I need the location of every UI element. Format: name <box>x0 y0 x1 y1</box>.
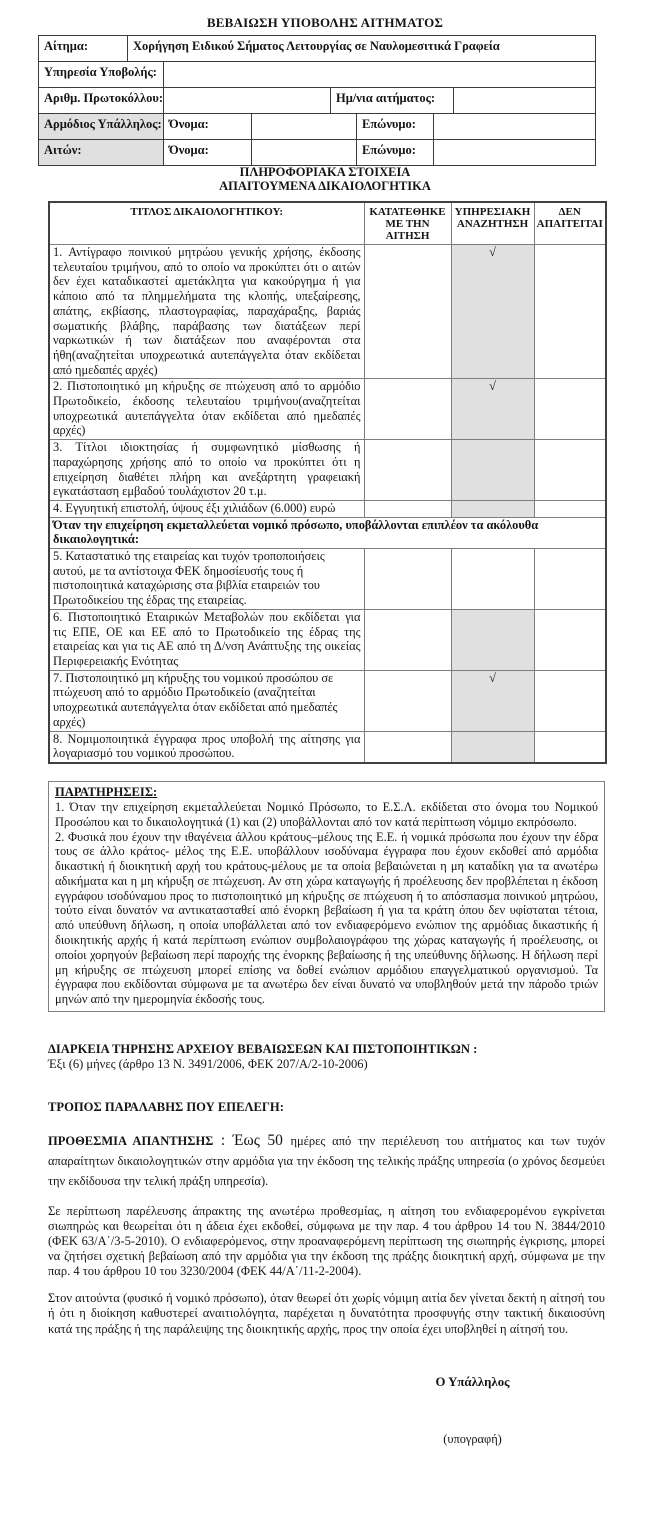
not-required-cell <box>534 245 606 379</box>
notes-heading: ΠΑΡΑΤΗΡΗΣΕΙΣ: <box>55 784 158 799</box>
service-search-cell <box>451 549 534 610</box>
deadline-label: ΠΡΟΘΕΣΜΙΑ ΑΠΑΝΤΗΣΗΣ <box>48 1134 214 1149</box>
request-row <box>39 36 595 61</box>
officer-last-name-label: Επώνυμο: <box>356 114 433 139</box>
header-service-search: ΥΠΗΡΕΣΙΑΚΗ ΑΝΑΖΗΤΗΣΗ <box>451 202 534 245</box>
requirement-title: 8. Νομιμοποιητικά έγγραφα προς υποβολή της αίτησης για λογαριασμό του νομικού προσώπου. <box>49 731 364 763</box>
submitted-cell <box>364 245 451 379</box>
deadline-emphasis: : Έως 50 <box>213 1132 291 1150</box>
subtitle-line-2: ΑΠΑΙΤΟΥΜΕΝΑ ΔΙΚΑΙΟΛΟΓΗΤΙΚΑ <box>219 178 431 193</box>
request-value: Χορήγηση Ειδικού Σήματος Λειτουργίας σε Ναυλομεσιτικά Γραφεία <box>127 36 595 61</box>
note-1: 1. Όταν την επιχείρηση εκμεταλλεύεται Νομικό Πρόσωπο, το Ε.Σ.Λ. εκδίδεται στο όνομα του Νομικού Προσώπου και το δικαιολογητικά (1) και (2) υποβάλλονται από τον κατά περίπτωση νόμιμο εκπρόσωπο. <box>55 799 598 829</box>
service-search-cell <box>451 500 534 517</box>
section-label: Όταν την επιχείρηση εκμεταλλεύεται νομικό πρόσωπο, υποβάλλονται επιπλέον τα ακόλουθα δικαιολογητικά: <box>49 517 606 548</box>
section-subtitle <box>0 166 650 193</box>
service-search-cell-checkmark: √ <box>451 379 534 440</box>
requirement-row <box>49 549 606 610</box>
requirement-title: 5. Καταστατικό της εταιρείας και τυχόν τροποποιήσεις αυτού, με τα αντίστοιχα ΦΕΚ δημοσίευσής τους ή πιστοποιητικά καταχώρισης στα βιβλία εταιρειών του Πρωτοδικείου της έδρας της εταιρείας. <box>49 549 364 610</box>
submission-service-row <box>39 61 595 87</box>
officer-label: Αρμόδιος Υπάλληλος: <box>39 114 163 139</box>
deadline-paragraph-2: Σε περίπτωση παρέλευσης άπρακτης της ανωτέρω προθεσμίας, η αίτηση του ενδιαφερομένου εγκρίνεται σιωπηρώς και θεωρείται ότι η άδεια έχει εκδοθεί, σύμφωνα με την παρ. 4 του άρθρου 14 του Ν. 3844/2010 (ΦΕΚ 63/Α΄/3-5-2010). Ο ενδιαφερόμενος, στην προαναφερόμενη περίπτωση της σιωπηρής έγκρισης, μπορεί να ζητήσει σχετική βεβαίωση από την αρμόδια για την έκδοση της πράξης διοικητική αρχή, σύμφωνα με την παρ. 4 του άρθρου 10 του 3230/2004 (ΦΕΚ 44/Α΄/11-2-2004). <box>48 1203 605 1278</box>
submitted-cell <box>364 609 451 670</box>
page-title: ΒΕΒΑΙΩΣΗ ΥΠΟΒΟΛΗΣ ΑΙΤΗΜΑΤΟΣ <box>206 15 444 30</box>
service-search-cell-checkmark: √ <box>451 245 534 379</box>
submitted-cell <box>364 549 451 610</box>
deadline-text: ημέρες από την περιέλευση του αιτήματος και των τυχόν απαραίτητων δικαιολογητικών στην αρμόδια για την έκδοση της τελικής πράξης υπηρεσία (ο χρόνος δεσμεύει την εκδίδουσα την τελική πράξη υπηρεσία). <box>48 1134 606 1189</box>
notes-box <box>48 781 605 1012</box>
requirement-title: 7. Πιστοποιητικό μη κήρυξης του νομικού προσώπου σε πτώχευση από το αρμόδιο Πρωτοδικείο (αναζητείται υποχρεωτικά αυτεπάγγελτα όταν εκδίδεται από ημεδαπές αρχές) <box>49 670 364 731</box>
requirement-row <box>49 379 606 440</box>
not-required-cell <box>534 379 606 440</box>
officer-first-name-field[interactable] <box>251 114 356 139</box>
submission-service-field[interactable] <box>163 62 595 87</box>
officer-row <box>39 113 595 139</box>
applicant-last-name-field[interactable] <box>433 140 595 165</box>
requirement-row <box>49 440 606 501</box>
submitted-cell <box>364 500 451 517</box>
submission-service-label: Υπηρεσία Υποβολής: <box>44 65 157 79</box>
section-row <box>49 517 606 548</box>
requirement-row <box>49 731 606 763</box>
not-required-cell <box>534 440 606 501</box>
requirement-row <box>49 609 606 670</box>
header-title: ΤΙΤΛΟΣ ΔΙΚΑΙΟΛΟΓΗΤΙΚΟΥ: <box>49 202 364 245</box>
submitted-cell <box>364 379 451 440</box>
not-required-cell <box>534 670 606 731</box>
requirement-title: 1. Αντίγραφο ποινικού μητρώου γενικής χρήσης, έκδοσης τελευταίου τριμήνου, από το οποίο να προκύπτει ότι ο αιτών δεν έχει καταδικαστεί αμετάκλητα για κακούργημα ή για κάποιο από τα πλημμελήματα της κλοπής, υπεξαίρεσης, απάτης, εκβίασης, πλαστογραφίας, παραχάραξης, βαριάς σωματικής βλάβης, παράβασης των διατάξεων περί ναρκωτικών ή των διατάξεων που αναφέρονται στα ήθη(αναζητείται υποχρεωτικά αυτεπάγγελτα όταν εκδίδεται από ημεδαπές αρχές) <box>49 245 364 379</box>
requirement-row <box>49 245 606 379</box>
requirement-row <box>49 670 606 731</box>
appeal-paragraph: Στον αιτούντα (φυσικό ή νομικό πρόσωπο), όταν θεωρεί ότι χωρίς νόμιμη αιτία δεν γίνεται δεκτή η αίτησή του ή ότι η διοίκηση καθυστερεί αναιτιολόγητα, παρέχεται η δυνατότητα προσφυγής στην τακτική δικαιοσύνη κατά της πράξης ή της παράλειψης της διοικητικής αρχής, προς την οποία έχει υποβληθεί η αίτησή του. <box>48 1291 605 1336</box>
note-2: 2. Φυσικά που έχουν την ιθαγένεια άλλου κράτους–μέλους της Ε.Ε. ή νομικά πρόσωπα που έχουν την έδρα τους σε άλλο κράτος- μέλος της Ε.Ε. υποβάλλουν ισοδύναμα έγγραφα που έχουν εκδοθεί από αρμόδια δικαστική ή διοικητική αρχή του κράτους-μέλους με τα οποία βεβαιώνεται η μη καταδίκη για τα ανωτέρω αδικήματα και η μη κήρυξη σε πτώχευση. Αν στη χώρα καταγωγής ή προέλευσης δεν προβλέπεται η έκδοση εγγράφου ισοδύναμου προς το πιστοποιητικό μη κήρυξης σε πτώχευση ή το απόσπασμα ποινικού μητρώου, τούτο είναι δυνατόν να αντικατασταθεί από ένορκη βεβαίωση ή για τα κράτη όπου δεν υφίσταται τέτοια, από υπεύθυνη δήλωση, η οποία υποβάλλεται από τον ενδιαφερόμενο ενώπιον της αρμόδιας δικαστικής ή διοικητικής αρχής ή κατά περίπτωση ενώπιον συμβολαιογράφου της χώρας καταγωγής ή προέλευσης, οι οποίοι χορηγούν βεβαίωση περί παροχής της ένορκης βεβαίωσης ή της υπεύθυνης δήλωσης. Η δήλωση περί μη κήρυξης σε πτώχευση μπορεί επίσης να δοθεί ενώπιον αρμόδιου επαγγελματικού οργανισμού. Τα έγγραφα που εκδίδονται σύμφωνα με τα ανωτέρω δεν είναι δυνατό να υποβληθούν μετά την πάροδο τριών μηνών από την ημερομηνία έκδοσής τους. <box>55 829 598 1007</box>
deadline-paragraph <box>48 1131 605 1191</box>
applicant-row <box>39 139 595 165</box>
officer-first-name-label: Όνομα: <box>163 114 251 139</box>
applicant-first-name-field[interactable] <box>251 140 356 165</box>
not-required-cell <box>534 500 606 517</box>
protocol-row <box>39 87 595 113</box>
request-form-table <box>38 35 596 166</box>
applicant-label: Αιτών: <box>39 140 163 165</box>
requirement-title: 6. Πιστοποιητικό Εταιρικών Μεταβολών που εκδίδεται για τις ΕΠΕ, ΟΕ και ΕΕ από το Πρωτοδικείο της έδρας της εταιρείας και για τις ΑΕ από τη Δ/νση Ανάπτυξης της οικείας Περιφερειακής Ενότητας <box>49 609 364 670</box>
submitted-cell <box>364 731 451 763</box>
signature-officer-label: Ο Υπάλληλος <box>435 1374 510 1389</box>
retention-detail: Έξι (6) μήνες (άρθρο 13 Ν. 3491/2006, ΦΕΚ 207/Α/2-10-2006) <box>48 1057 368 1072</box>
service-search-cell <box>451 440 534 501</box>
submitted-cell <box>364 670 451 731</box>
signature-hint: (υπογραφή) <box>443 1431 502 1446</box>
requirement-title: 2. Πιστοποιητικό μη κήρυξης σε πτώχευση από το αρμόδιο Πρωτοδικείο, έκδοσης τελευταίου τριμήνου(αναζητείται υποχρεωτικά αυτεπάγγελτα όταν εκδίδεται από ημεδαπές αρχές) <box>49 379 364 440</box>
not-required-cell <box>534 549 606 610</box>
request-date-label: Ημ/νια αιτήματος: <box>330 88 453 113</box>
applicant-first-name-label: Όνομα: <box>163 140 251 165</box>
applicant-last-name-label: Επώνυμο: <box>356 140 433 165</box>
service-search-cell <box>451 609 534 670</box>
not-required-cell <box>534 731 606 763</box>
requirement-title: 3. Τίτλοι ιδιοκτησίας ή συμφωνητικό μίσθωσης ή παραχώρησης χρήσης από το οποίο να προκύπτει ότι η επιχείρηση διαθέτει πλήρη και ανεξάρτητη γραφειακή εγκατάσταση εμβαδού τουλάχιστον 20 τ.μ. <box>49 440 364 501</box>
subtitle-line-1: ΠΛΗΡΟΦΟΡΙΑΚΑ ΣΤΟΙΧΕΙΑ <box>239 165 411 179</box>
service-search-cell-checkmark: √ <box>451 670 534 731</box>
request-date-field[interactable] <box>453 88 595 113</box>
delivery-heading: ΤΡΟΠΟΣ ΠΑΡΑΛΑΒΗΣ ΠΟΥ ΕΠΕΛΕΓΗ: <box>48 1100 284 1115</box>
header-not-required: ΔΕΝ ΑΠΑΙΤΕΙΤΑΙ <box>534 202 606 245</box>
not-required-cell <box>534 609 606 670</box>
requirement-title: 4. Εγγυητική επιστολή, ύψους έξι χιλιάδων (6.000) ευρώ <box>49 500 364 517</box>
requirement-row <box>49 500 606 517</box>
protocol-number-label: Αριθμ. Πρωτοκόλλου: <box>44 91 163 105</box>
requirements-header-row <box>49 202 606 245</box>
submitted-cell <box>364 440 451 501</box>
requirements-table <box>48 201 607 764</box>
protocol-number-field[interactable] <box>163 88 330 113</box>
retention-heading: ΔΙΑΡΚΕΙΑ ΤΗΡΗΣΗΣ ΑΡΧΕΙΟΥ ΒΕΒΑΙΩΣΕΩΝ ΚΑΙ ΠΙΣΤΟΠΟΙΗΤΙΚΩΝ : <box>48 1042 478 1057</box>
header-submitted: ΚΑΤΑΤΕΘΗΚΕ ΜΕ ΤΗΝ ΑΙΤΗΣΗ <box>364 202 451 245</box>
officer-last-name-field[interactable] <box>433 114 595 139</box>
requirements-tbody <box>49 245 606 763</box>
retention-section <box>48 1042 605 1072</box>
request-label: Αίτημα: <box>44 39 88 53</box>
service-search-cell <box>451 731 534 763</box>
